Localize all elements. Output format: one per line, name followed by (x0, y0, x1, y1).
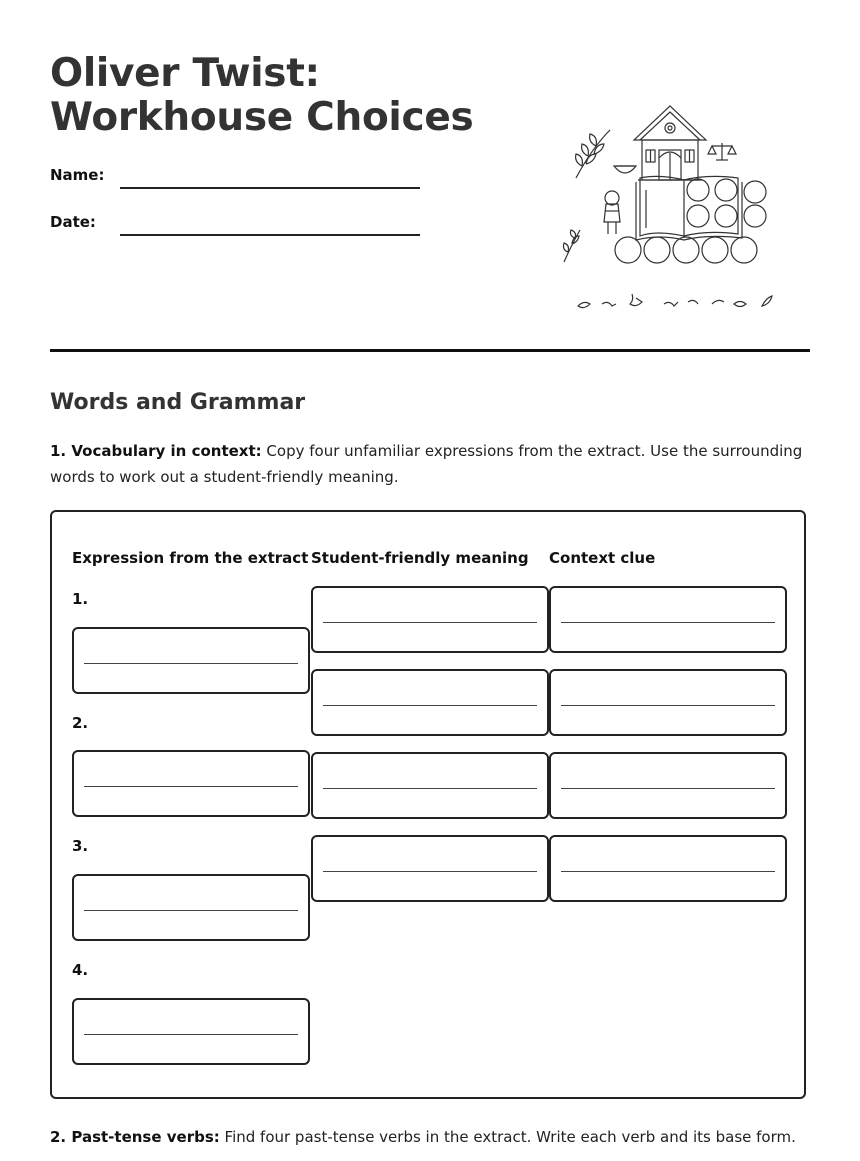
date-label: Date: (50, 213, 96, 231)
section-divider (50, 349, 810, 352)
section-heading: Words and Grammar (50, 390, 306, 415)
question-2-text: Find four past-tense verbs in the extract. Write each verb and its base form. (219, 1128, 796, 1146)
expression-input-2[interactable] (72, 750, 310, 817)
context-clue-input-1[interactable] (549, 586, 787, 653)
question-1-text: Copy four unfamiliar expressions from the extract. Use the surrounding words to work out a student-friendly meaning. (50, 442, 803, 486)
meaning-input-2[interactable] (311, 669, 549, 736)
meaning-input-3[interactable] (311, 752, 549, 819)
name-label: Name: (50, 166, 105, 184)
column-header-expression: Expression from the extract (72, 549, 309, 567)
expression-input-3[interactable] (72, 874, 310, 941)
question-1-label: 1. Vocabulary in context: (50, 442, 262, 460)
question-1-prompt (50, 438, 820, 490)
row-number-3: 3. (72, 837, 89, 855)
question-2-label: 2. Past-tense verbs: (50, 1128, 220, 1146)
row-number-1: 1. (72, 590, 89, 608)
date-field[interactable] (120, 234, 420, 236)
context-clue-input-4[interactable] (549, 835, 787, 902)
column-header-context-clue: Context clue (549, 549, 656, 567)
context-clue-input-3[interactable] (549, 752, 787, 819)
name-field[interactable] (120, 187, 420, 189)
column-header-meaning: Student-friendly meaning (311, 549, 529, 567)
workhouse-scene-illustration (556, 98, 786, 320)
expression-input-1[interactable] (72, 627, 310, 694)
context-clue-input-2[interactable] (549, 669, 787, 736)
expression-input-4[interactable] (72, 998, 310, 1065)
row-number-4: 4. (72, 961, 89, 979)
row-number-2: 2. (72, 714, 89, 732)
meaning-input-4[interactable] (311, 835, 549, 902)
page-title: Oliver Twist: Workhouse Choices (50, 51, 474, 140)
question-2-prompt (50, 1124, 820, 1150)
meaning-input-1[interactable] (311, 586, 549, 653)
